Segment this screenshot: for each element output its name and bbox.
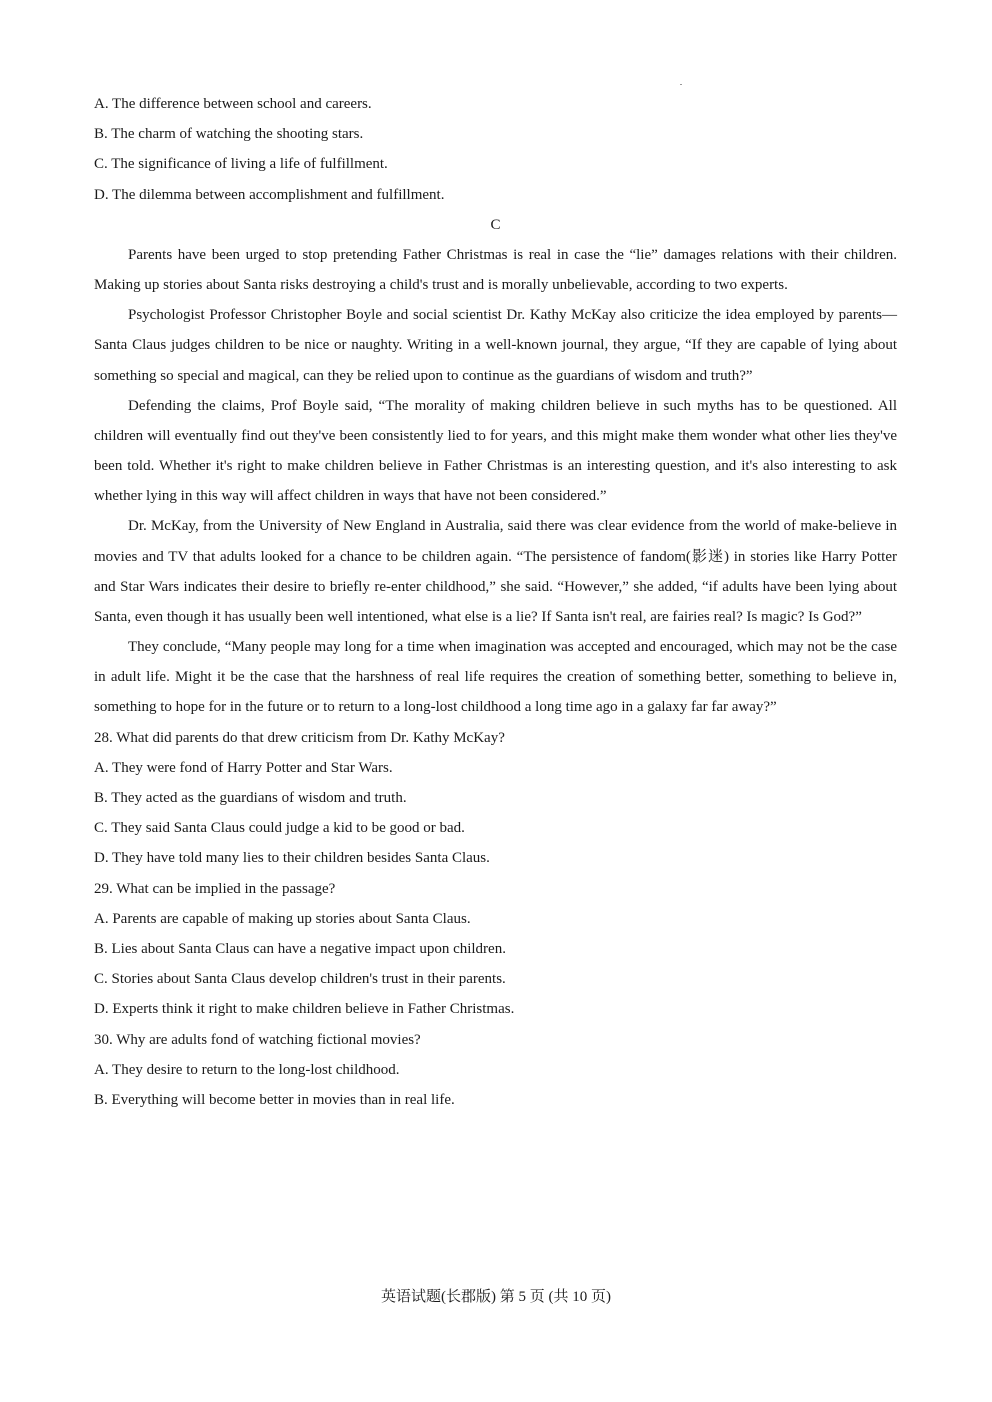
page-footer: 英语试题(长郡版) 第 5 页 (共 10 页) — [381, 1289, 611, 1305]
prev-option-a: A. The difference between school and careers. — [94, 96, 372, 112]
question-30-option-b: B. Everything will become better in movies than in real life. — [94, 1091, 455, 1108]
passage-paragraph-1: Parents have been urged to stop pretending Father Christmas is real in case the “lie” damages relations with their children. Making up stories about Santa risks destroying a child's trust and is morally unbelievable, according to two experts. — [94, 247, 897, 294]
question-29-option-a: A. Parents are capable of making up stories about Santa Claus. — [94, 910, 471, 927]
question-30-stem: 30. Why are adults fond of watching fictional movies? — [94, 1031, 421, 1048]
passage-paragraph-4: Dr. McKay, from the University of New England in Australia, said there was clear evidence from the world of make-believe in movies and TV that adults looked for a chance to be children again. “The persistence of fandom(影迷) in stories like Harry Potter and Star Wars indicates their desire to briefly re-enter childhood,” she said. “However,” she added, “if adults have been lying about Santa, even though it has usually been well intentioned, what else is a lie? If Santa isn't real, are fairies real? Is magic? Is God?” — [94, 518, 897, 625]
prev-option-b: B. The charm of watching the shooting stars. — [94, 126, 364, 143]
section-label: C — [490, 216, 501, 233]
question-28-stem: 28. What did parents do that drew criticism from Dr. Kathy McKay? — [94, 729, 505, 746]
question-28-option-b: B. They acted as the guardians of wisdom and truth. — [94, 789, 407, 806]
question-29-option-d: D. Experts think it right to make children believe in Father Christmas. — [94, 1001, 515, 1018]
scan-speck — [680, 84, 682, 85]
passage-paragraph-3: Defending the claims, Prof Boyle said, “The morality of making children believe in such myths has to be questioned. All children will eventually find out they've been consistently lied to for years, and this might make them wonder what other lies they've been told. Whether it's right to make children believe in Father Christmas is an interesting question, and it's also interesting to ask whether lying in this way will affect children in ways that have not been considered.” — [94, 397, 897, 505]
passage-paragraph-2: Psychologist Professor Christopher Boyle and social scientist Dr. Kathy McKay also criticize the idea employed by parents—Santa Claus judges children to be nice or naughty. Writing in a well-known journal, they argue, “If they are capable of lying about something so special and magical, can they be relied upon to continue as the guardians of wisdom and truth?” — [94, 307, 897, 384]
question-29-option-c: C. Stories about Santa Claus develop children's trust in their parents. — [94, 971, 506, 988]
prev-option-d: D. The dilemma between accomplishment and fulfillment. — [94, 186, 445, 203]
question-30-option-a: A. They desire to return to the long-lost childhood. — [94, 1061, 400, 1078]
question-28-option-c: C. They said Santa Claus could judge a kid to be good or bad. — [94, 820, 465, 837]
question-28-option-a: A. They were fond of Harry Potter and Star Wars. — [94, 759, 393, 776]
question-29-option-b: B. Lies about Santa Claus can have a negative impact upon children. — [94, 940, 506, 957]
prev-option-c: C. The significance of living a life of fulfillment. — [94, 156, 388, 173]
question-29-stem: 29. What can be implied in the passage? — [94, 880, 336, 897]
passage-paragraph-5: They conclude, “Many people may long for a time when imagination was accepted and encouraged, which may not be the case in adult life. Might it be the case that the harshness of real life requires the creation of something better, something to believe in, something to hope for in the future or to return to a long-lost childhood a long time ago in a galaxy far far away?” — [94, 639, 897, 716]
exam-page-body — [94, 89, 897, 1115]
question-28-option-d: D. They have told many lies to their children besides Santa Claus. — [94, 850, 490, 867]
